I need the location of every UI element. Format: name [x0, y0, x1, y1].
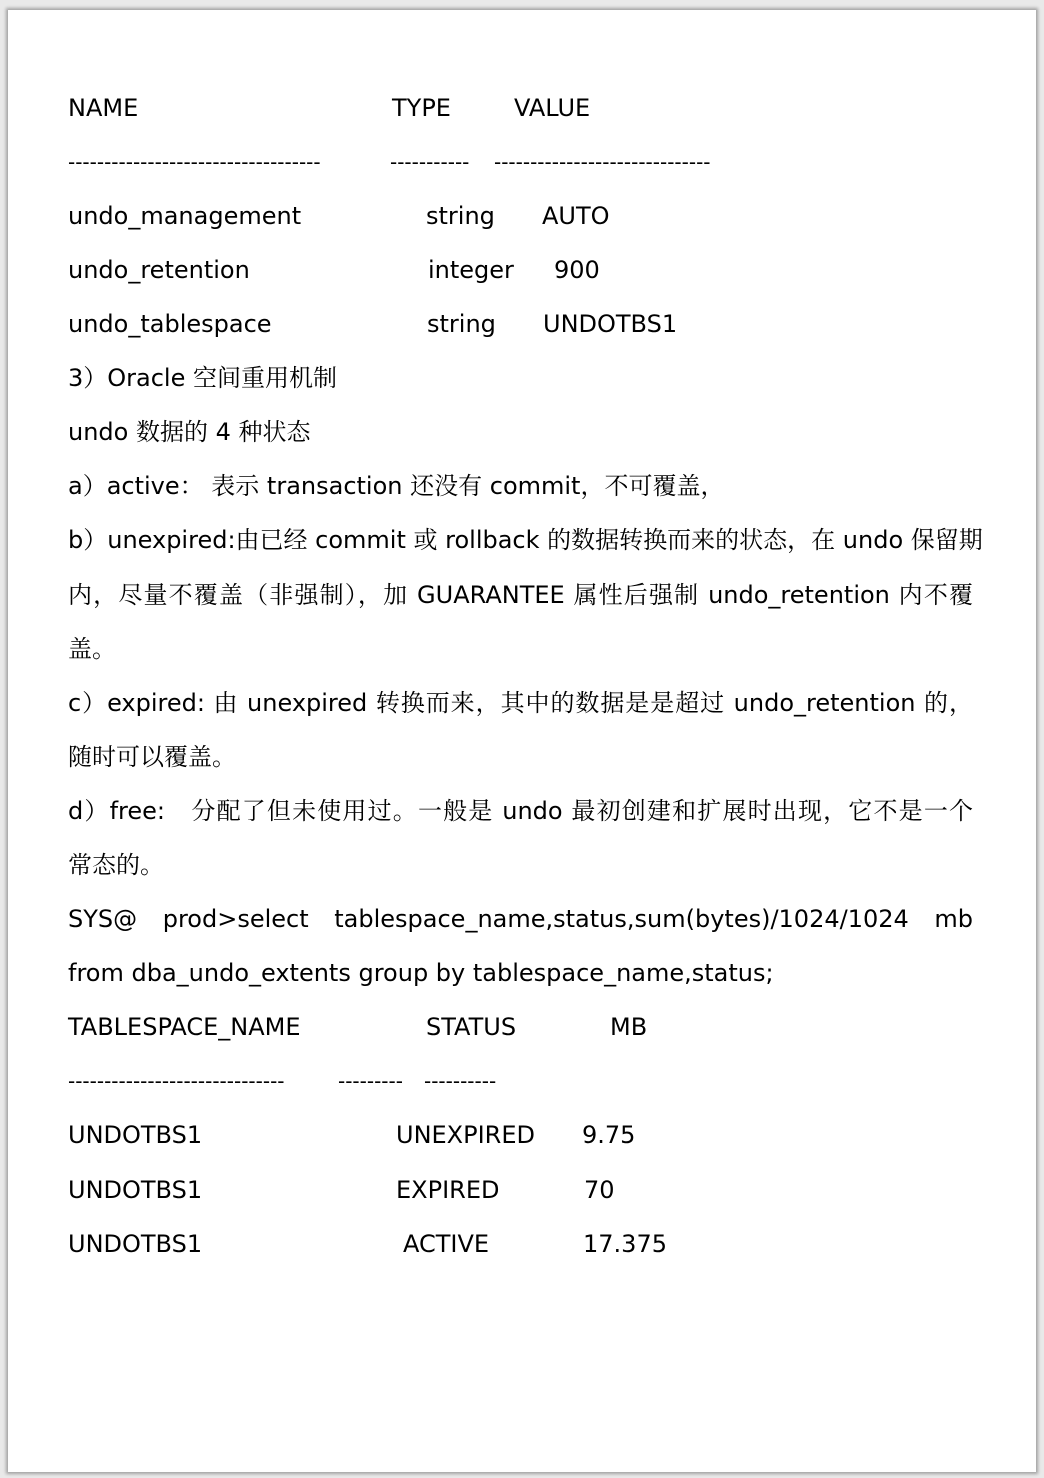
separator-name: ----------------------------------- — [68, 150, 321, 174]
result-mb: 17.375 — [583, 1230, 667, 1258]
param-value: AUTO — [542, 202, 610, 230]
col-header-type: TYPE — [392, 94, 451, 122]
state-expired-line2: 随时可以覆盖。 — [68, 743, 236, 771]
separator-type: ----------- — [390, 150, 470, 174]
state-expired-line1: c）expired: 由 unexpired 转换而来，其中的数据是是超过 undo_retention 的， — [68, 689, 973, 717]
param-value: UNDOTBS1 — [543, 310, 678, 338]
param-name: undo_retention — [68, 256, 250, 284]
col-header-status: STATUS — [426, 1013, 517, 1041]
result-status: UNEXPIRED — [396, 1121, 535, 1149]
col-header-tablespace: TABLESPACE_NAME — [68, 1013, 301, 1041]
result-tablespace: UNDOTBS1 — [68, 1230, 203, 1258]
separator-value: ------------------------------ — [494, 150, 711, 174]
state-unexpired-line2: 内，尽量不覆盖（非强制），加 GUARANTEE 属性后强制 undo_retention 内不覆 — [68, 581, 973, 609]
result-mb: 9.75 — [582, 1121, 636, 1149]
result-tablespace: UNDOTBS1 — [68, 1121, 203, 1149]
param-value: 900 — [554, 256, 600, 284]
param-type: string — [427, 310, 496, 338]
separator-status: --------- — [338, 1069, 403, 1093]
col-header-mb: MB — [610, 1013, 648, 1041]
result-status: ACTIVE — [403, 1230, 490, 1258]
col-header-name: NAME — [68, 94, 139, 122]
col-header-value: VALUE — [514, 94, 591, 122]
param-type: integer — [428, 256, 514, 284]
state-free-line1: d）free: 分配了但未使用过。一般是 undo 最初创建和扩展时出现，它不是一个 — [68, 797, 973, 825]
document-page — [8, 10, 1036, 1472]
result-status: EXPIRED — [396, 1176, 500, 1204]
state-unexpired-line3: 盖。 — [68, 635, 116, 663]
result-tablespace: UNDOTBS1 — [68, 1176, 203, 1204]
result-mb: 70 — [584, 1176, 615, 1204]
separator-mb: ---------- — [424, 1069, 497, 1093]
sql-query-line1: SYS@ prod>select tablespace_name,status,sum(bytes)/1024/1024 mb — [68, 905, 973, 933]
state-free-line2: 常态的。 — [68, 851, 164, 879]
param-name: undo_management — [68, 202, 302, 230]
state-active: a）active： 表示 transaction 还没有 commit，不可覆盖， — [68, 472, 725, 500]
separator-tablespace: ------------------------------ — [68, 1069, 285, 1093]
param-name: undo_tablespace — [68, 310, 272, 338]
state-unexpired-line1: b）unexpired:由已经 commit 或 rollback 的数据转换而来的状态，在 undo 保留期 — [68, 526, 983, 554]
param-type: string — [426, 202, 495, 230]
states-intro: undo 数据的 4 种状态 — [68, 418, 311, 446]
sql-query-line2: from dba_undo_extents group by tablespace_name,status; — [68, 959, 774, 987]
section-title: 3）Oracle 空间重用机制 — [68, 364, 337, 392]
